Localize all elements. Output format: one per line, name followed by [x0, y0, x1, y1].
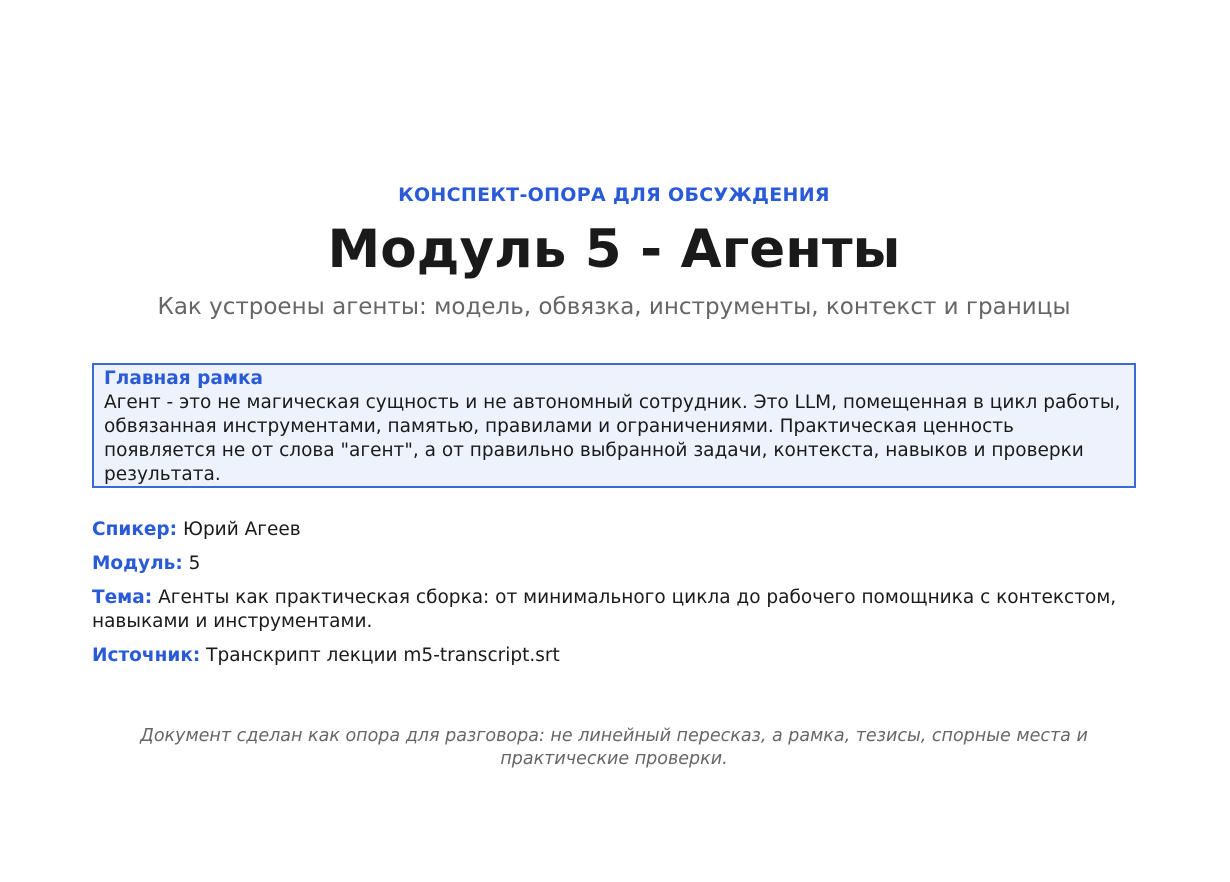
main-frame-title: Главная рамка: [104, 368, 264, 389]
meta-source-value: Транскрипт лекции m5-transcript.srt: [206, 645, 560, 666]
meta-speaker-value: Юрий Агеев: [182, 519, 301, 540]
document-eyebrow: КОНСПЕКТ-ОПОРА ДЛЯ ОБСУЖДЕНИЯ: [398, 184, 830, 206]
document-subtitle: Как устроены агенты: модель, обвязка, инструменты, контекст и границы: [157, 294, 1071, 320]
main-frame-body: Агент - это не магическая сущность и не автономный сотрудник. Это LLM, помещенная в цикл работы, обвязанная инструментами, памятью, правилами и ограничениями. Практическая ценность появляется не от слова "агент", а от правильно выбранной задачи, контекста, навыков и проверки результата.: [104, 392, 1121, 485]
meta-module: [92, 552, 1136, 576]
document-title: Модуль 5 - Агенты: [327, 219, 901, 280]
meta-module-value: 5: [188, 553, 201, 574]
main-frame-box: [92, 363, 1136, 488]
document-footnote: Документ сделан как опора для разговора: не линейный пересказ, а рамка, тезисы, спорные места и практические проверки.: [140, 726, 1088, 769]
meta-source-label: Источник:: [92, 645, 201, 666]
meta-speaker-label: Спикер:: [92, 519, 178, 540]
meta-source: [92, 644, 1136, 668]
meta-topic: [92, 586, 1136, 634]
meta-module-label: Модуль:: [92, 553, 183, 574]
meta-topic-label: Тема:: [92, 587, 153, 608]
meta-speaker: [92, 518, 1136, 542]
meta-topic-value: Агенты как практическая сборка: от минимального цикла до рабочего помощника с контекстом, навыками и инструментами.: [92, 587, 1117, 632]
